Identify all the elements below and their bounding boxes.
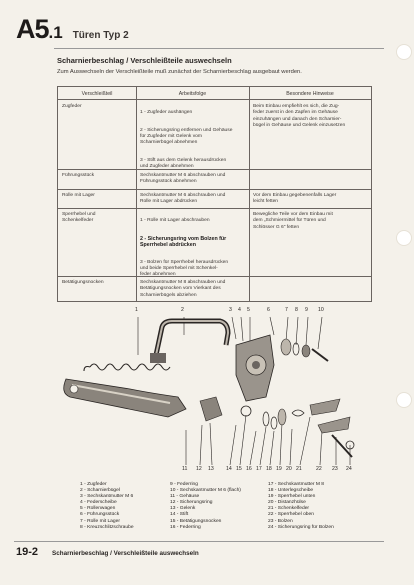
legend-column	[268, 482, 358, 531]
legend-column	[80, 482, 170, 531]
legend-item: 20 - Distanzhülse	[268, 500, 306, 506]
section-number: A5.1	[16, 14, 63, 44]
callout-label: 16	[246, 466, 252, 472]
legend-item: 11 - Gehäuse	[170, 494, 200, 500]
legend-item: 9 - Federring	[170, 482, 198, 487]
callout-label: 13	[208, 466, 214, 472]
procedure-table	[57, 86, 372, 302]
part-cell: Sperrhebel und Schenkelfeder	[62, 212, 96, 224]
punch-hole	[396, 230, 412, 246]
legend-item: 16 - Federring	[170, 524, 201, 530]
callout-label: 3	[229, 307, 232, 313]
callout-label: 20	[286, 466, 292, 472]
page-number: 19-2	[16, 546, 39, 558]
callout-label: 5	[247, 307, 250, 313]
legend-item: 19 - Sperrhebel unten	[268, 494, 316, 500]
legend-column	[170, 482, 268, 531]
procedure-cell	[140, 104, 248, 182]
procedure-step-emphasis: 2 - Sicherungsring vom Bolzen für Sperrhebel abdrücken	[140, 235, 227, 249]
exploded-view-illustration	[60, 305, 360, 475]
legend-item: 8 - Kreuzschlitzschraube	[80, 524, 134, 530]
legend-item: 23 - Bolzen	[268, 518, 293, 524]
note-cell: Bewegliche Teile vor dem Einbau mit dem „Schmiermittel für Türen und Schlösser G 6" fetten	[253, 212, 333, 230]
procedure-step: 3 - Bolzen für Sperrhebel herausdrücken und beide Sperrhebel mit Schenkel- feder abnehmen	[140, 259, 229, 278]
callout-label: 21	[296, 466, 302, 472]
procedure-cell: Sechskantmutter M 6 abschrauben und Führungsstück abnehmen	[140, 173, 226, 185]
procedure-cell: Sechskantmutter M 6 abschrauben und Rolle mit Lager abdrücken	[140, 193, 226, 205]
legend-item: 10 - Sechskantmutter M 6 (flach)	[170, 488, 241, 494]
page-header	[16, 14, 129, 45]
intro-text: Zum Auswechseln der Verschleißteile muß zunächst der Scharnierbeschlag ausgebaut werden.	[57, 69, 302, 75]
callout-label: 4	[238, 307, 241, 313]
callout-label: 11	[182, 466, 188, 472]
callout-label: 18	[266, 466, 272, 472]
header-rule	[54, 48, 384, 49]
punch-hole	[396, 44, 412, 60]
punch-hole	[396, 392, 412, 408]
legend-item: 4 - Federscheibe	[80, 500, 117, 506]
procedure-step: 1 - Zugfeder aushängen	[140, 110, 193, 116]
callout-label: 22	[316, 466, 322, 472]
legend-item: 5 - Rollenwagen	[80, 506, 116, 512]
footer-title: Scharnierbeschlag / Verschleißteile auswechseln	[52, 550, 199, 557]
callout-label: 14	[226, 466, 232, 472]
col-header-procedure: Arbeitsfolge	[178, 91, 207, 97]
callout-label: 12	[196, 466, 202, 472]
legend-item: 15 - Betätigungsnocken	[170, 518, 222, 524]
parts-legend	[80, 482, 380, 531]
callout-label: 6	[267, 307, 270, 313]
callout-label: 1	[135, 307, 138, 313]
callout-label: 10	[318, 307, 324, 313]
note-cell: Vor dem Einbau gegebenenfalls Lager leicht fetten	[253, 193, 337, 205]
legend-item: 22 - Sperrhebel oben	[268, 512, 314, 518]
callout-label: 2	[181, 307, 184, 313]
legend-item: 24 - Sicherungsring für Bolzen	[268, 524, 334, 530]
callout-label: 7	[285, 307, 288, 313]
legend-item: 14 - Stift	[170, 512, 189, 518]
legend-item: 21 - Schenkelfeder	[268, 506, 310, 512]
procedure-cell	[140, 212, 248, 290]
col-header-notes: Besondere Hinweise	[286, 91, 334, 97]
legend-item: 6 - Führungsstück	[80, 512, 120, 518]
callout-label: 15	[236, 466, 242, 472]
page-footer	[16, 546, 199, 558]
legend-item: 12 - Sicherungsring	[170, 500, 213, 506]
footer-rule	[14, 541, 384, 542]
legend-item: 17 - Sechskantmutter M 8	[268, 482, 324, 487]
procedure-step: 1 - Rolle mit Lager abschrauben	[140, 218, 210, 224]
spring	[84, 364, 170, 371]
legend-item: 7 - Rolle mit Lager	[80, 518, 120, 524]
procedure-step: 2 - Sicherungsring entfernen und Gehäuse für Zugfeder mit Gelenk vom Scharnierbügel abnehmen	[140, 127, 233, 146]
legend-item: 1 - Zugfeder	[80, 482, 107, 487]
procedure-cell: Sechskantmutter M 8 abschrauben und Betätigungsnocken vom Vierkant des Scharnierbügels abziehen	[140, 280, 226, 298]
part-cell: Rolle mit Lager	[62, 193, 95, 198]
legend-item: 2 - Scharnierbügel	[80, 488, 120, 494]
note-cell: Beim Einbau empfiehlt es sich, die Zug- feder zuerst in den Zapfen im Gehäuse einzuhängen und danach den Scharnier- bügel in Gehäuse und Gelenk einzusetzen	[253, 104, 346, 128]
legend-item: 13 - Gelenk	[170, 506, 196, 512]
callout-label: 19	[276, 466, 282, 472]
procedure-step: 3 - Stift aus dem Gelenk herausdrücken und Zugfeder abnehmen	[140, 158, 227, 170]
callout-label: 8	[295, 307, 298, 313]
callout-label: 24	[346, 466, 352, 472]
callout-label: 9	[305, 307, 308, 313]
part-cell: Führungsstück	[62, 173, 95, 178]
callout-label: 23	[332, 466, 338, 472]
section-heading: Scharnierbeschlag / Verschleißteile auswechseln	[57, 56, 232, 65]
part-cell: Betätigungsnocken	[62, 280, 104, 285]
callout-label: 17	[256, 466, 262, 472]
legend-item: 3 - Sechskantmutter M 6	[80, 494, 134, 500]
col-header-part: Verschleißteil	[81, 91, 113, 97]
legend-item: 18 - Unterlegscheibe	[268, 488, 314, 494]
part-cell: Zugfeder	[62, 104, 82, 109]
chapter-title: Türen Typ 2	[72, 30, 129, 41]
